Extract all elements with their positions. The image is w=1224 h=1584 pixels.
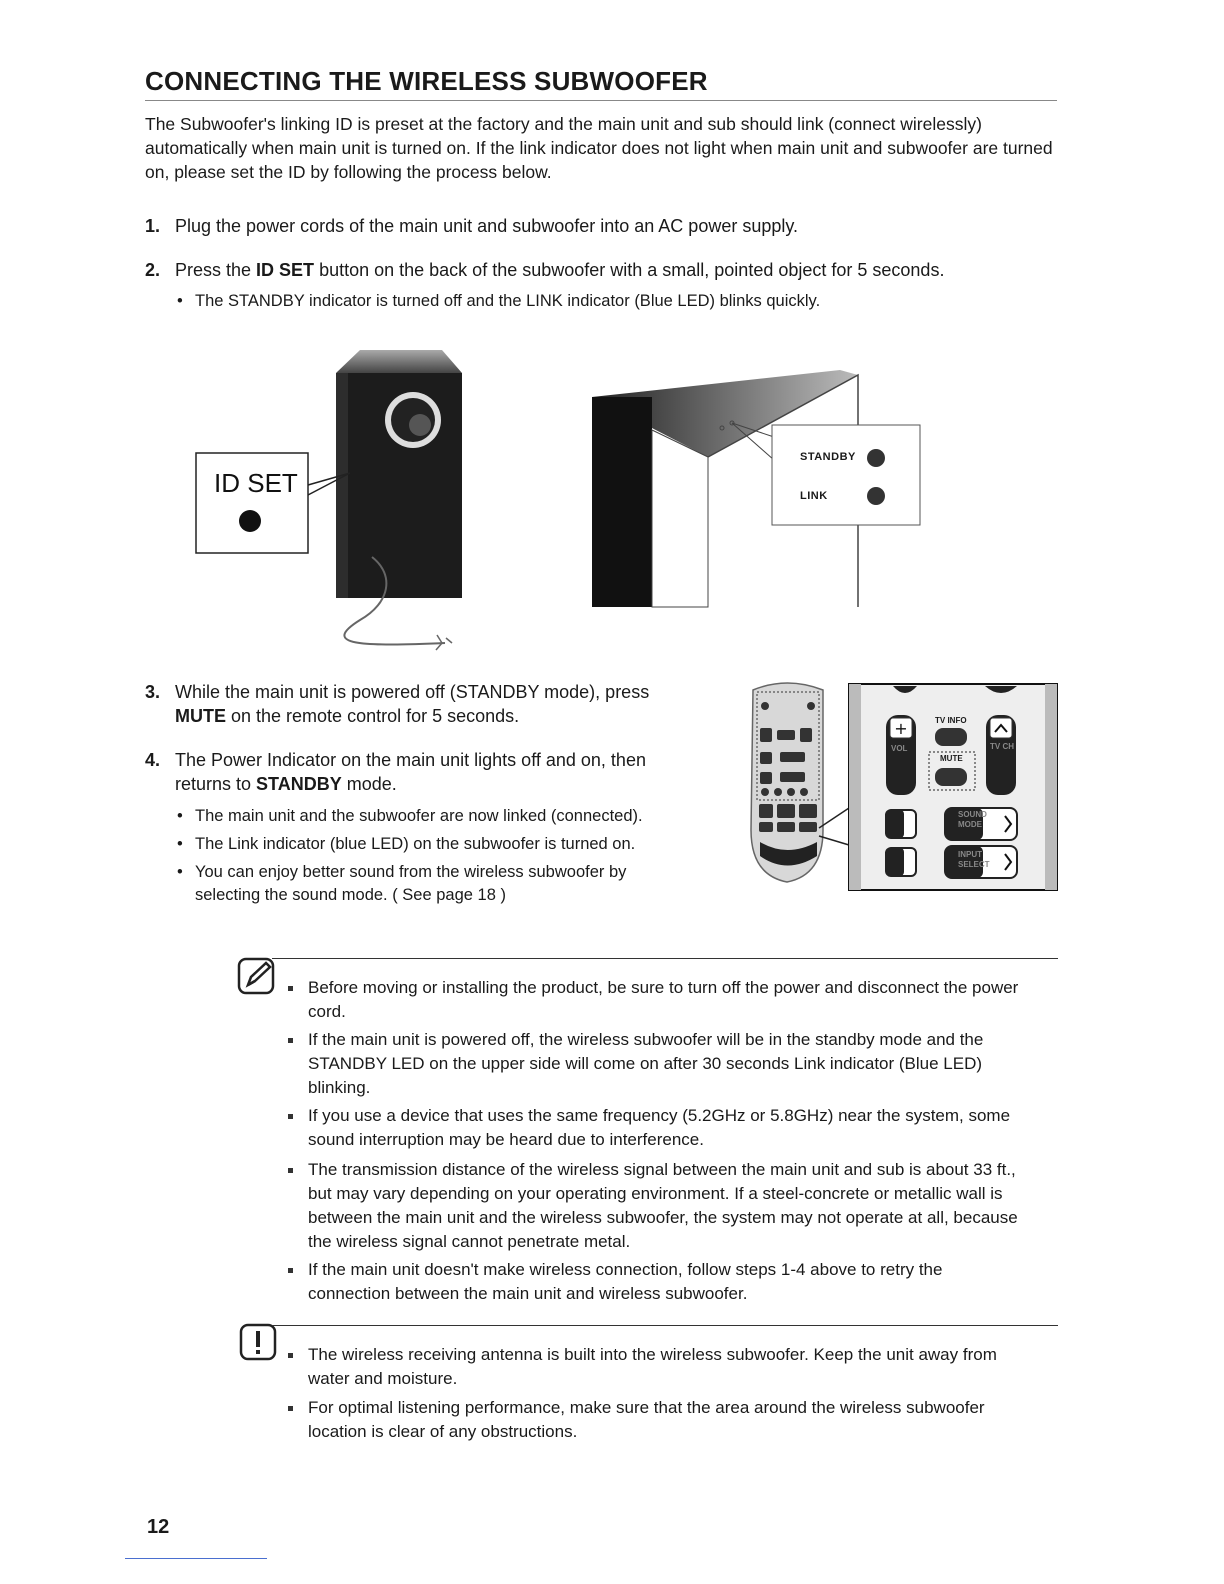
standby-term: STANDBY [256, 774, 342, 794]
standby-label: STANDBY [800, 451, 856, 463]
mute-label: MUTE [940, 754, 963, 763]
caution-item: For optimal listening performance, make sure that the area around the wireless subwoofer location is clear of any obstructions. [288, 1396, 1058, 1444]
caution-icon [238, 1322, 278, 1362]
note-item: If the main unit doesn't make wireless connection, follow steps 1-4 above to retry the connection between the main unit and wireless subwoofer. [288, 1258, 1058, 1306]
link-label: LINK [800, 490, 828, 502]
bullet-square [288, 1406, 293, 1411]
step-text: Plug the power cords of the main unit and subwoofer into an AC power supply. [175, 216, 799, 236]
mute-term: MUTE [175, 706, 226, 726]
step-2 [145, 258, 1065, 282]
tv-info-button [935, 728, 967, 746]
title-rule [145, 100, 1057, 101]
note-item: If you use a device that uses the same frequency (5.2GHz or 5.8GHz) near the system, some sound interruption may be heard due to interference. [288, 1104, 1058, 1152]
svg-text:+: + [894, 719, 908, 738]
input-select-label: INPUT SELECT [958, 850, 990, 869]
link-led [867, 487, 885, 505]
id-set-term: ID SET [256, 260, 315, 280]
note-rule [272, 958, 1058, 959]
standby-led [867, 449, 885, 467]
bullet-square [288, 1038, 293, 1043]
bullet-square [288, 1268, 293, 1273]
tv-info-label: TV INFO [935, 716, 967, 725]
bullet-square [288, 1114, 293, 1119]
bullet-square [288, 986, 293, 991]
note-item: If the main unit is powered off, the wireless subwoofer will be in the standby mode and the STANDBY LED on the upper side will come on after 30 seconds Link indicator (Blue LED) blinking. [288, 1028, 1058, 1100]
subwoofer-top [336, 350, 462, 373]
step-4-bullet: • The Link indicator (blue LED) on the subwoofer is turned on. [177, 835, 636, 853]
step-2-bullet [177, 290, 1057, 312]
caution-item: The wireless receiving antenna is built into the wireless subwoofer. Keep the unit away from water and moisture. [288, 1343, 1058, 1391]
step-text: The Power Indicator on the main unit lights off and on, then returns to STANDBY mode. [175, 750, 646, 794]
subwoofer-figure [190, 345, 480, 655]
mute-button [935, 768, 967, 786]
step-1 [145, 214, 1065, 238]
sound-mode-label: SOUND MODE [958, 810, 987, 829]
step-text: Press the ID SET button on the back of the subwoofer with a small, pointed object for 5 seconds. [175, 260, 945, 280]
step-3 [145, 680, 705, 728]
step-number: 4. [145, 750, 161, 770]
step-4-bullet-continuation: selecting the sound mode. ( See page 18 ) [195, 886, 506, 904]
note-item: The transmission distance of the wireless signal between the main unit and sub is about 33 ft., but may vary depending on your operating environment. If a steel-concrete or metallic wall is between the main unit and the wireless subwoofer, the system may not operate at all, because the wireless signal cannot penetrate metal. [288, 1158, 1058, 1254]
id-set-button [239, 510, 261, 532]
vol-label: VOL [891, 744, 908, 753]
step-4-bullet: • The main unit and the subwoofer are now linked (connected). [177, 807, 643, 825]
bullet-text: The STANDBY indicator is turned off and the LINK indicator (Blue LED) blinks quickly. [195, 292, 821, 310]
bullet-square [288, 1353, 293, 1358]
remote-figure [745, 680, 1060, 895]
caution-rule [272, 1325, 1058, 1326]
step-number: 1. [145, 216, 161, 236]
tv-ch-label: TV CH [990, 742, 1014, 751]
intro-paragraph: The Subwoofer's linking ID is preset at the factory and the main unit and sub should link (connect wirelessly) automatically when main unit is turned on. If the link indicator does not light when main unit and subwoofer are turned on, please set the ID by following the process below. [145, 114, 1053, 182]
note-item: Before moving or installing the product, be sure to turn off the power and disconnect the power cord. [288, 976, 1058, 1024]
step-number: 2. [145, 260, 161, 280]
bullet-dot: • [177, 292, 183, 310]
bullet-square [288, 1168, 293, 1173]
id-set-label: ID SET [214, 468, 298, 498]
page-number: 12 [147, 1516, 170, 1538]
step-number: 3. [145, 682, 161, 702]
step-4-bullet: • You can enjoy better sound from the wireless subwoofer by [177, 863, 627, 881]
main-unit-front [592, 397, 652, 607]
step-4 [145, 748, 705, 796]
main-unit-figure [590, 365, 925, 610]
step-text: While the main unit is powered off (STANDBY mode), press MUTE on the remote control for 5 seconds. [175, 682, 650, 726]
footer-line [125, 1558, 267, 1559]
indicator-callout [772, 425, 920, 525]
note-icon [236, 955, 278, 997]
page-title: CONNECTING THE WIRELESS SUBWOOFER [145, 66, 708, 96]
